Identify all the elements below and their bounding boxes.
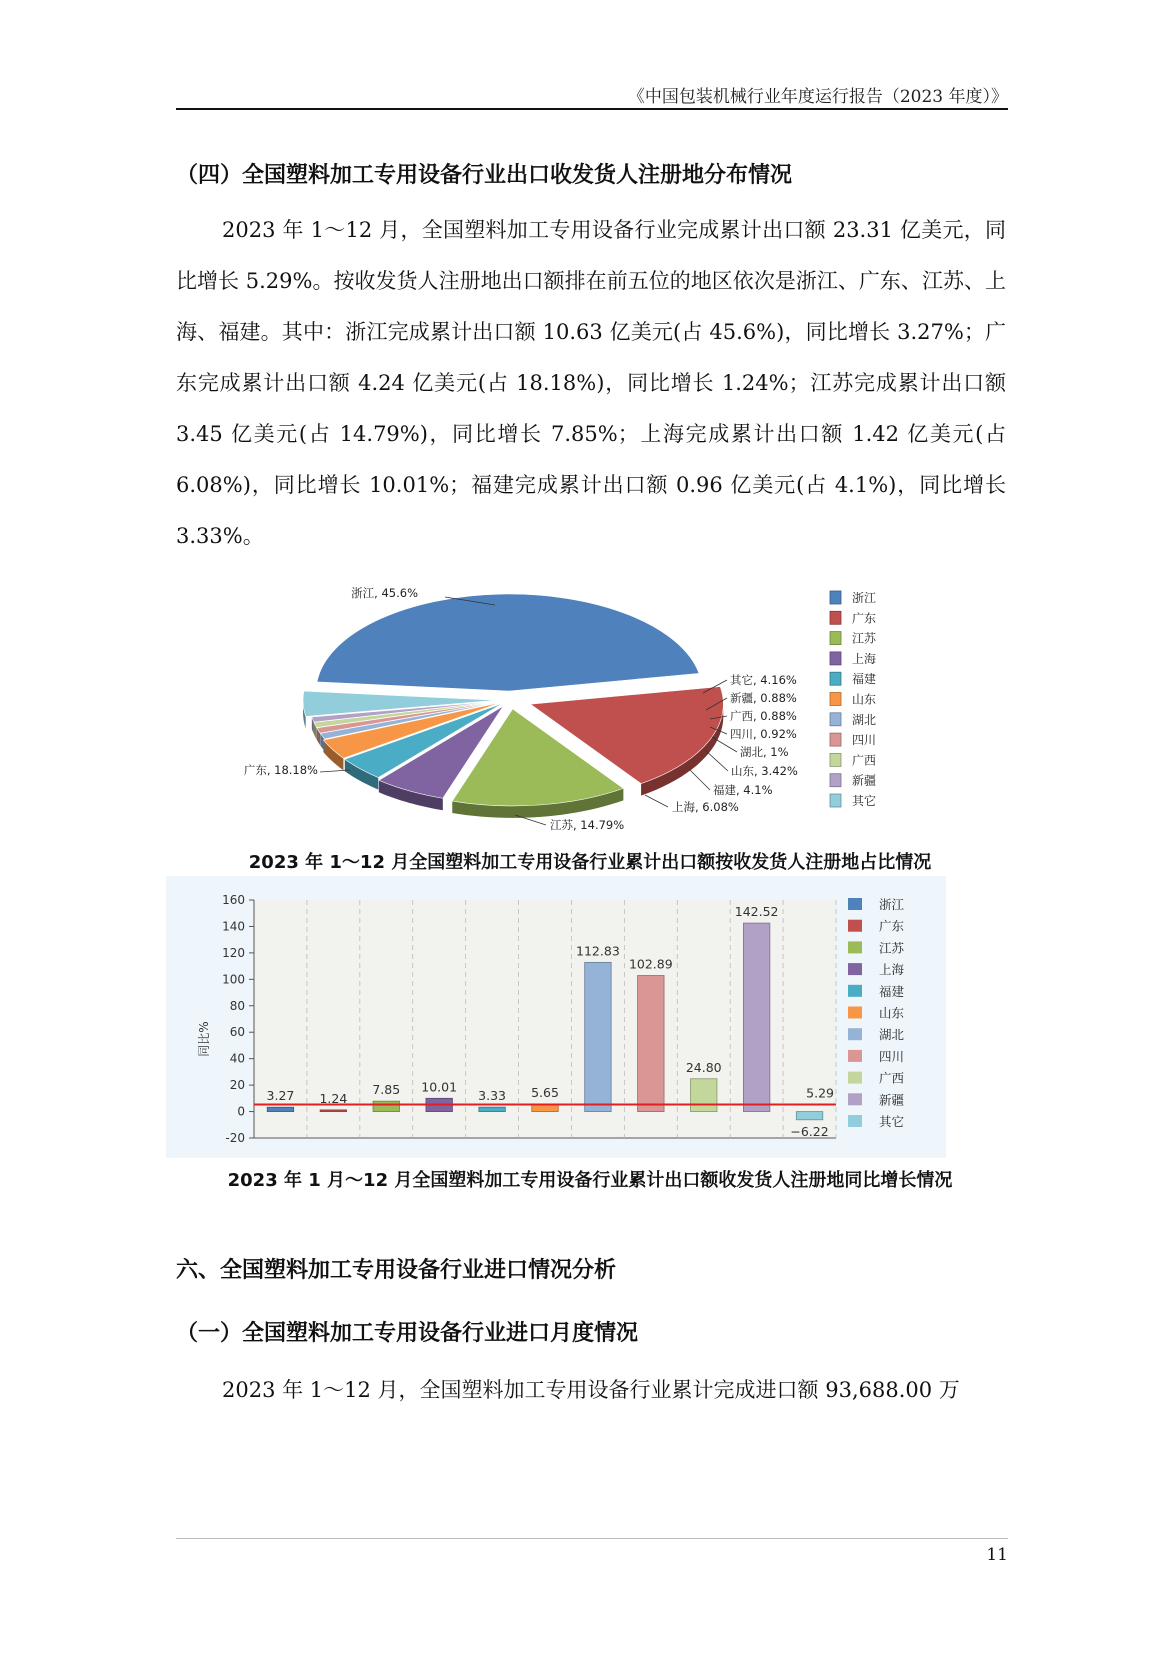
section-heading-import: 六、全国塑料加工专用设备行业进口情况分析 (176, 1258, 617, 1283)
y-tick-label-9: -20 (225, 1131, 245, 1145)
pie-chart (240, 575, 940, 840)
pie-legend-label-10: 其它 (852, 794, 877, 808)
bar-legend-swatch-10 (848, 1115, 862, 1127)
footer-divider (176, 1538, 1008, 1539)
bar-0 (267, 1107, 293, 1111)
pie-legend-label-7: 四川 (852, 733, 877, 748)
bar-legend-label-6: 湖北 (879, 1027, 905, 1043)
bar-legend-label-4: 福建 (879, 983, 905, 999)
bar-value-label-3: 10.01 (421, 1079, 458, 1095)
pie-legend-swatch-6 (830, 713, 841, 726)
header-divider (176, 108, 1008, 110)
bar-value-label-5: 5.65 (531, 1085, 559, 1101)
pie-legend-swatch-2 (830, 632, 841, 645)
bar-chart-caption: 2023 年 1 月～12 月全国塑料加工专用设备行业累计出口额收发货人注册地同比增长情况 (227, 1170, 953, 1191)
bar-chart (166, 876, 946, 1158)
y-tick-label-0: 160 (222, 893, 245, 907)
pie-slice-label-9: 新疆, 0.88% (730, 691, 797, 705)
bar-legend-label-8: 广西 (879, 1070, 905, 1086)
bar-legend-swatch-2 (848, 941, 862, 953)
bar-value-label-4: 3.33 (478, 1088, 507, 1104)
pie-slice-label-0: 浙江, 45.6% (351, 586, 418, 600)
y-tick-label-3: 100 (222, 972, 245, 987)
bar-legend-label-5: 山东 (879, 1005, 905, 1021)
page-number: 11 (986, 1545, 1008, 1565)
pie-legend-swatch-8 (830, 753, 841, 766)
y-tick-label-2: 120 (222, 945, 245, 960)
bar-legend-label-9: 新疆 (879, 1092, 905, 1108)
bar-value-label-7: 102.89 (628, 956, 673, 972)
y-tick-label-8: 0 (237, 1104, 245, 1119)
bar-6 (585, 962, 611, 1111)
pie-slice-label-7: 四川, 0.92% (730, 727, 797, 741)
report-header: 《中国包装机械行业年度运行报告（2023 年度）》 (627, 87, 1008, 107)
bar-value-label-8: 24.80 (685, 1059, 722, 1075)
bar-legend-swatch-6 (848, 1028, 862, 1040)
y-axis-label: 同比% (197, 1021, 211, 1057)
pie-chart-caption: 2023 年 1～12 月全国塑料加工专用设备行业累计出口额按收发货人注册地占比情况 (248, 852, 932, 873)
bar-legend-swatch-4 (848, 985, 862, 997)
bar-10 (796, 1112, 822, 1120)
import-summary-paragraph: 2023 年 1～12 月，全国塑料加工专用设备行业累计完成进口额 93,688.00 万 (222, 1378, 960, 1402)
y-tick-label-6: 40 (229, 1051, 245, 1066)
bar-legend-swatch-8 (848, 1072, 862, 1084)
pie-legend-swatch-5 (830, 693, 841, 706)
bar-chart-region (166, 876, 946, 1158)
pie-legend-label-9: 新疆 (852, 773, 877, 788)
y-tick-label-5: 60 (229, 1025, 245, 1040)
bar-value-label-1: 1.24 (319, 1090, 348, 1106)
bar-value-label-10: −6.22 (790, 1123, 829, 1139)
y-tick-label-4: 80 (229, 998, 245, 1013)
pie-chart-region (240, 575, 940, 840)
bar-legend-label-7: 四川 (879, 1048, 905, 1064)
bar-1 (320, 1110, 346, 1112)
bar-legend-swatch-3 (848, 963, 862, 975)
pie-slice-label-6: 湖北, 1% (740, 745, 789, 759)
average-reference-label: 5.29 (806, 1085, 834, 1101)
pie-legend-swatch-10 (830, 794, 841, 807)
export-summary-paragraph: 2023 年 1～12 月，全国塑料加工专用设备行业完成累计出口额 23.31 亿美元，同比增长 5.29%。按收发货人注册地出口额排在前五位的地区依次是浙江、广东、江苏、上海、福建。其中：浙江完成累计出口额 10.63 亿美元(占 45.6%)，同比增长 3.27%；广东完成累计出口额 4.24 亿美元(占 18.18%)，同比增长 1.24%；江苏完成累计出口额 3.45 亿美元(占 14.79%)，同比增长 7.85%；上海完成累计出口额 1.42 亿美元(占 6.08%)，同比增长 10.01%；福建完成累计出口额 0.96 亿美元(占 4.1%)，同比增长 3.33%。 (176, 218, 1006, 548)
bar-legend-label-2: 江苏 (879, 940, 905, 956)
bar-legend-swatch-7 (848, 1050, 862, 1062)
bar-legend-swatch-5 (848, 1007, 862, 1019)
bar-value-label-2: 7.85 (372, 1082, 401, 1098)
bar-value-label-0: 3.27 (266, 1088, 295, 1104)
bar-value-label-6: 112.83 (576, 943, 620, 959)
bar-legend-label-1: 广东 (879, 918, 905, 934)
bar-legend-swatch-9 (848, 1093, 862, 1105)
pie-slice-label-5: 山东, 3.42% (731, 764, 798, 778)
sub-heading-import-monthly: （一）全国塑料加工专用设备行业进口月度情况 (176, 1321, 639, 1346)
bar-7 (638, 976, 664, 1112)
y-tick-label-7: 20 (229, 1078, 245, 1093)
pie-slice-label-10: 其它, 4.16% (730, 673, 797, 687)
pie-slice-0 (317, 594, 699, 691)
pie-legend-label-5: 山东 (852, 692, 877, 707)
pie-legend-label-3: 上海 (852, 651, 877, 666)
pie-legend-swatch-9 (830, 774, 841, 787)
pie-leader-line-5 (705, 750, 728, 771)
pie-slice-label-8: 广西, 0.88% (730, 709, 797, 723)
bar-2 (373, 1101, 399, 1111)
bar-legend-swatch-1 (848, 920, 862, 932)
bar-9 (743, 923, 769, 1111)
pie-legend-label-1: 广东 (852, 611, 877, 626)
bar-legend-label-3: 上海 (879, 962, 905, 978)
pie-legend-label-2: 江苏 (852, 631, 877, 646)
pie-legend-swatch-7 (830, 733, 841, 746)
pie-slice-label-3: 上海, 6.08% (672, 800, 739, 814)
pie-legend-swatch-3 (830, 652, 841, 665)
pie-leader-line-4 (690, 770, 710, 790)
pie-slice-label-1: 广东, 18.18% (243, 763, 318, 777)
pie-slice-label-2: 江苏, 14.79% (550, 818, 625, 832)
bar-legend-label-10: 其它 (879, 1114, 905, 1129)
y-tick-label-1: 140 (222, 919, 245, 934)
bar-legend-label-0: 浙江 (879, 897, 905, 912)
pie-legend-swatch-4 (830, 672, 841, 685)
pie-leader-line-3 (645, 795, 668, 807)
pie-legend-label-0: 浙江 (852, 591, 877, 605)
section-heading-export-region: （四）全国塑料加工专用设备行业出口收发货人注册地分布情况 (176, 163, 793, 188)
pie-legend-label-4: 福建 (852, 672, 877, 687)
pie-legend-swatch-1 (830, 611, 841, 624)
bar-value-label-9: 142.52 (734, 904, 779, 920)
bar-legend-swatch-0 (848, 898, 862, 910)
bar-8 (691, 1079, 717, 1112)
pie-legend-swatch-0 (830, 591, 841, 604)
pie-legend-label-8: 广西 (852, 753, 877, 768)
pie-legend-label-6: 湖北 (852, 712, 877, 727)
bar-4 (479, 1107, 505, 1111)
pie-slice-label-4: 福建, 4.1% (713, 783, 773, 797)
